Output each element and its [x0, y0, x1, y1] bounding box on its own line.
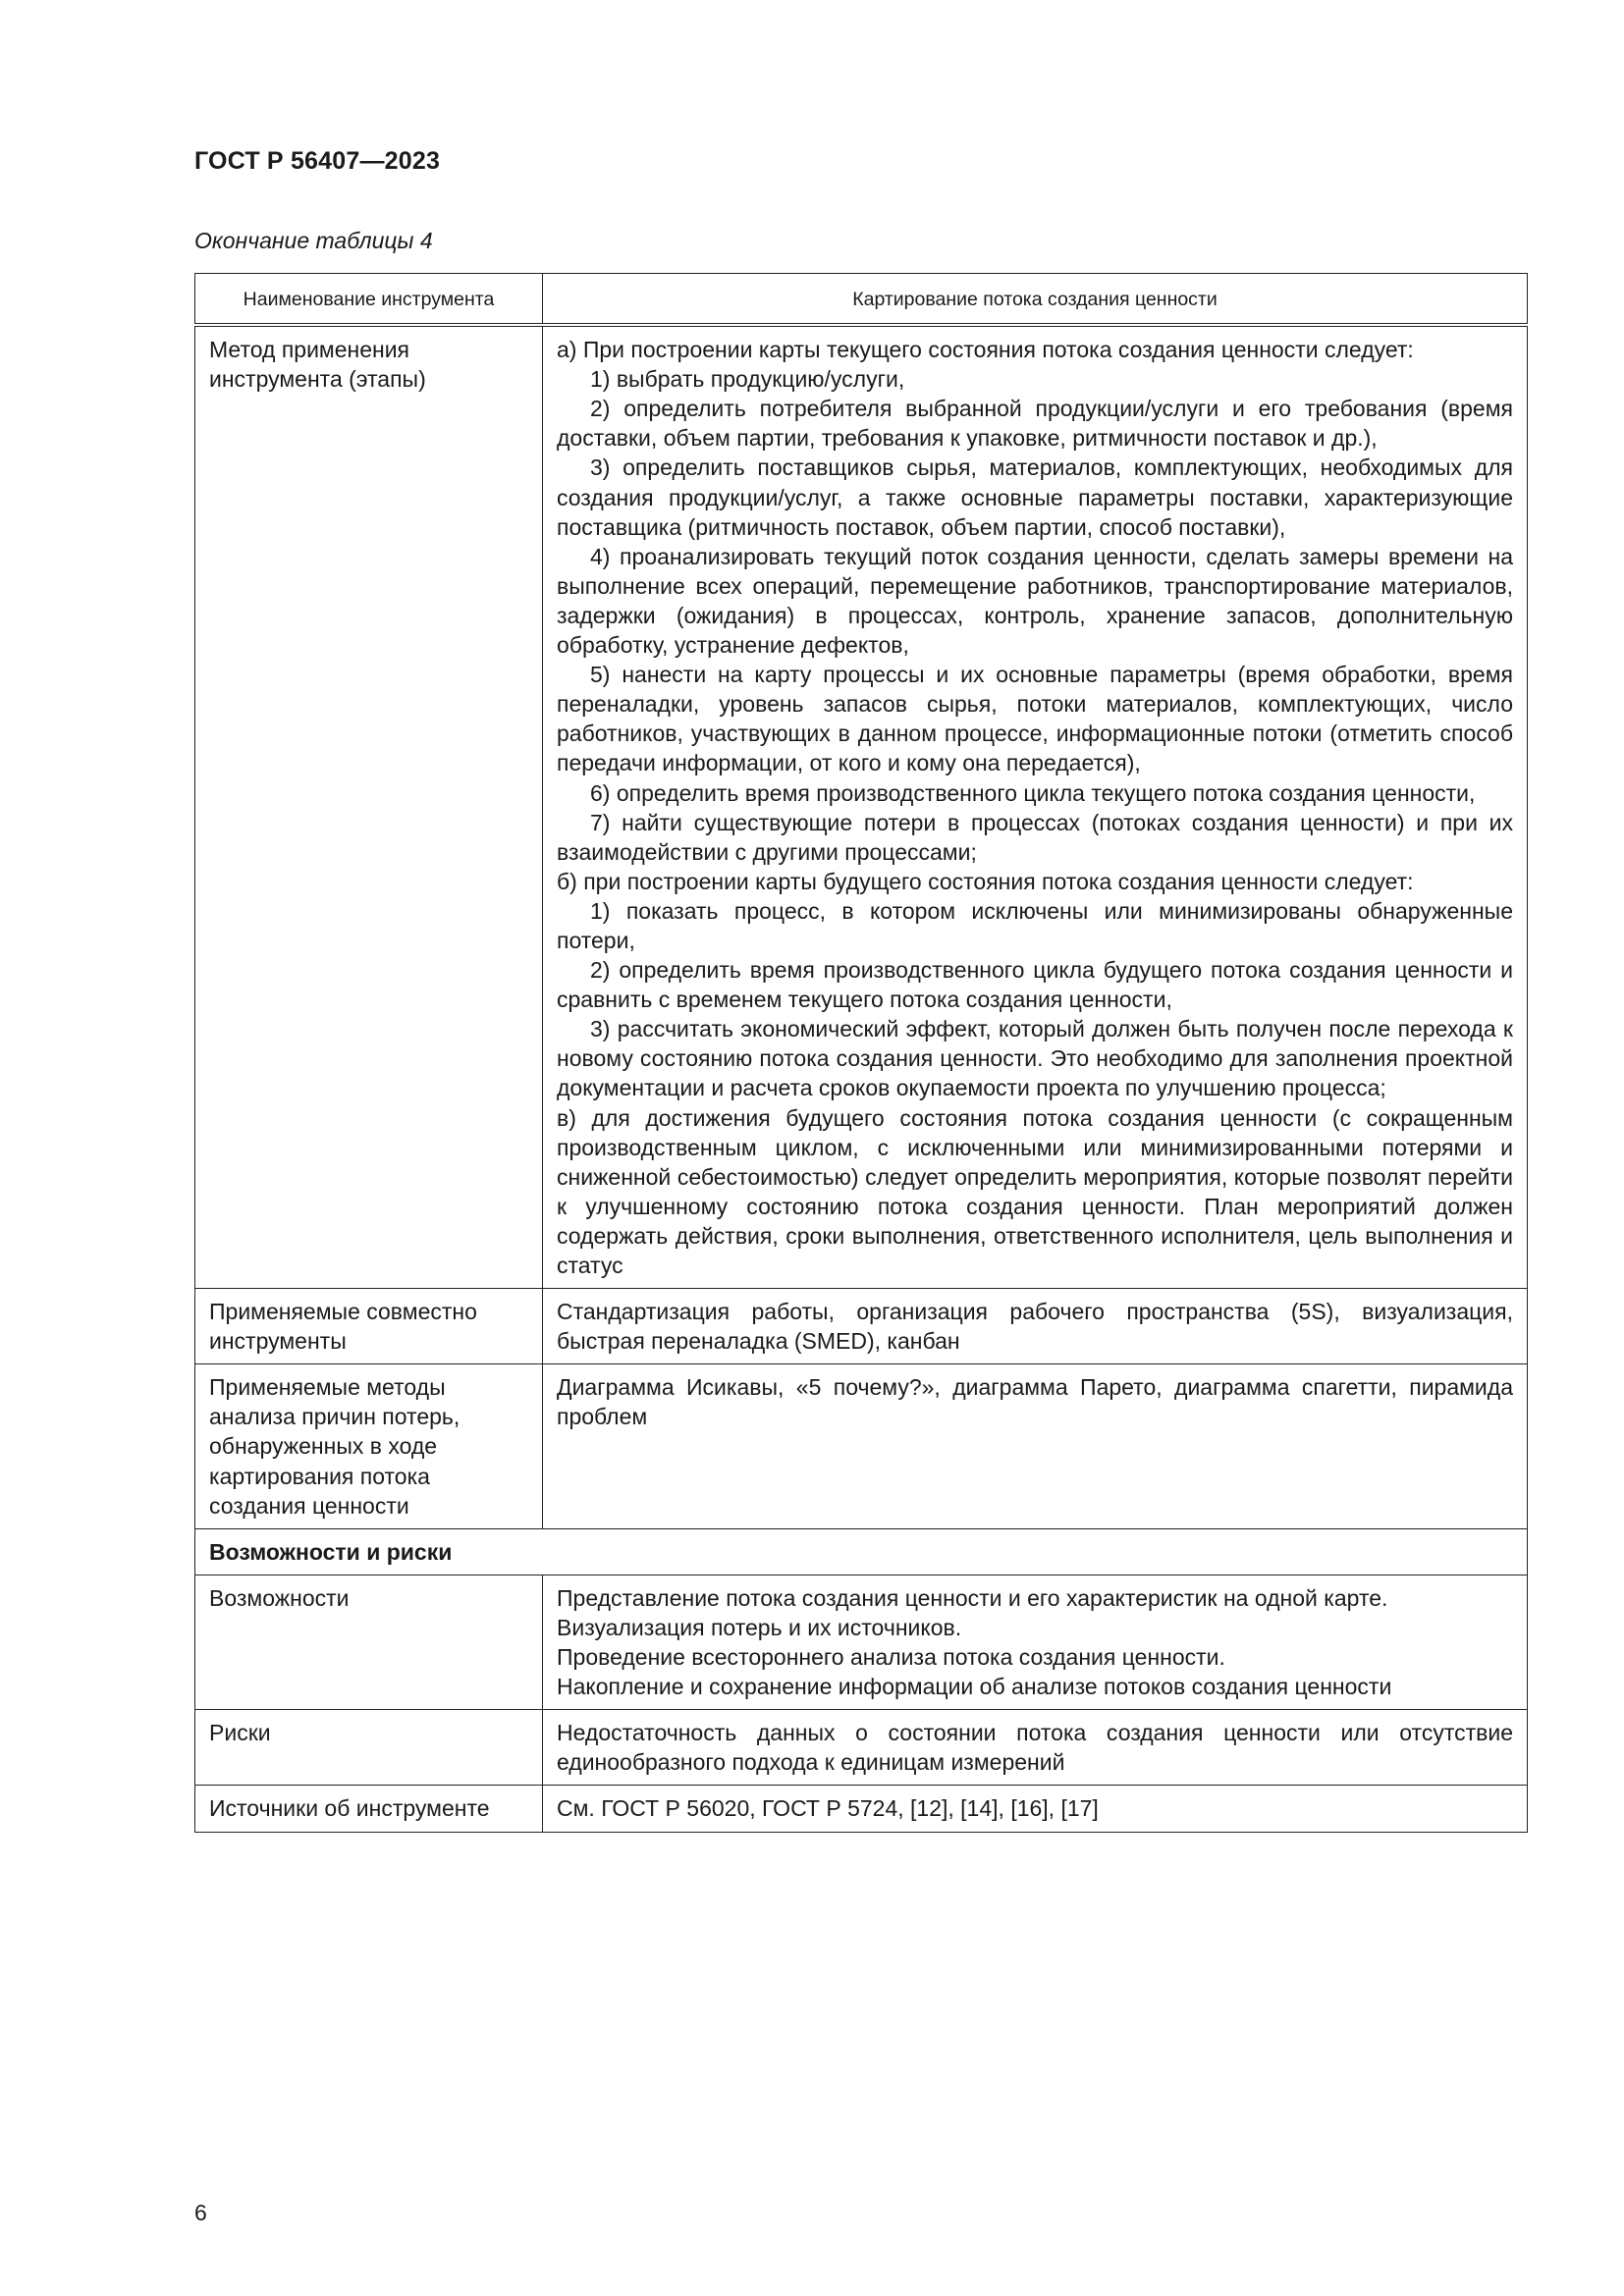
table-row-section	[195, 1528, 1528, 1575]
table-row-combined-tools	[195, 1289, 1528, 1364]
table-row-sources	[195, 1786, 1528, 1832]
page-number: 6	[194, 2200, 207, 2225]
opportunity-line: Визуализация потерь и их источников.	[557, 1614, 962, 1640]
table-caption: Окончание таблицы 4	[194, 228, 433, 253]
section-title: Возможности и риски	[195, 1528, 1528, 1575]
opportunities-content	[543, 1575, 1528, 1709]
method-line: 2) определить потребителя выбранной продукции/услуги и его требования (время доставки, объем партии, требования к упаковке, ритмичности поставок и др.),	[557, 396, 1513, 452]
method-line: 3) определить поставщиков сырья, материалов, комплектующих, необходимых для создания продукции/услуг, а также основные параметры поставки, характеризующие поставщика (ритмичность поставок, объем партии, способ поставки),	[557, 454, 1513, 540]
opportunity-line: Проведение всестороннего анализа потока создания ценности.	[557, 1644, 1225, 1671]
sources-value: См. ГОСТ Р 56020, ГОСТ Р 5724, [12], [14], [16], [17]	[543, 1786, 1528, 1832]
combined-tools-label: Применяемые совместно инструменты	[195, 1289, 543, 1364]
table-row-opportunities	[195, 1575, 1528, 1709]
method-line: 1) показать процесс, в котором исключены или минимизированы обнаруженные потери,	[557, 897, 1513, 953]
table-row-method	[195, 325, 1528, 1289]
analysis-methods-label: Применяемые методы анализа причин потерь, обнаруженных в ходе картирования потока создания ценности	[195, 1364, 543, 1528]
method-line: 5) нанести на карту процессы и их основные параметры (время обработки, время переналадки, уровень запасов сырья, потоки материалов, комплектующих, число работников, участвующих в данном процессе, информационные потоки (отметить способ передачи информации, от кого и кому она передается),	[557, 662, 1513, 776]
opportunity-line: Представление потока создания ценности и его характеристик на одной карте.	[557, 1584, 1388, 1611]
analysis-methods-value: Диаграмма Исикавы, «5 почему?», диаграмма Парето, диаграмма спагетти, пирамида проблем	[543, 1364, 1528, 1528]
risks-value: Недостаточность данных о состоянии потока создания ценности или отсутствие единообразного подхода к единицам измерений	[543, 1710, 1528, 1786]
method-line: 7) найти существующие потери в процессах (потоках создания ценности) и при их взаимодействии с другими процессами;	[557, 809, 1513, 865]
risks-label: Риски	[195, 1710, 543, 1786]
method-line: а) При построении карты текущего состояния потока создания ценности следует:	[557, 337, 1414, 363]
table-row-risks	[195, 1710, 1528, 1786]
opportunities-label: Возможности	[195, 1575, 543, 1709]
sources-label: Источники об инструменте	[195, 1786, 543, 1832]
table-header-row	[195, 274, 1528, 326]
method-line: 2) определить время производственного цикла будущего потока создания ценности и сравнить с временем текущего потока создания ценности,	[557, 957, 1513, 1013]
method-content	[543, 325, 1528, 1289]
method-line: 4) проанализировать текущий поток создания ценности, сделать замеры времени на выполнение всех операций, перемещение работников, транспортирование материалов, задержки (ожидания) в процессах, контроль, хранение запасов, дополнительную обработку, устранение дефектов,	[557, 543, 1513, 659]
method-label: Метод применения инструмента (этапы)	[195, 325, 543, 1289]
tool-table	[194, 273, 1528, 1833]
document-id: ГОСТ Р 56407—2023	[194, 147, 441, 175]
table-row-analysis-methods	[195, 1364, 1528, 1528]
column-header-tool-name: Наименование инструмента	[195, 274, 543, 326]
column-header-vsm: Картирование потока создания ценности	[543, 274, 1528, 326]
method-line: 6) определить время производственного цикла текущего потока создания ценности,	[590, 779, 1476, 806]
method-line: 1) выбрать продукцию/услуги,	[590, 366, 905, 393]
method-line: б) при построении карты будущего состояния потока создания ценности следует:	[557, 868, 1414, 894]
opportunity-line: Накопление и сохранение информации об анализе потоков создания ценности	[557, 1674, 1392, 1700]
method-line: 3) рассчитать экономический эффект, который должен быть получен после перехода к новому состоянию потока создания ценности. Это необходимо для заполнения проектной документации и расчета сроков окупаемости проекта по улучшению процесса;	[557, 1016, 1513, 1101]
combined-tools-value: Стандартизация работы, организация рабочего пространства (5S), визуализация, быстрая переналадка (SMED), канбан	[543, 1289, 1528, 1364]
method-line: в) для достижения будущего состояния потока создания ценности (с сокращенным производственным циклом, с исключенными или минимизированными потерями и сниженной себестоимостью) следует определить мероприятия, которые позволят перейти к улучшенному состоянию потока создания ценности. План мероприятий должен содержать действия, сроки выполнения, ответственного исполнителя, цель выполнения и статус	[557, 1104, 1513, 1278]
